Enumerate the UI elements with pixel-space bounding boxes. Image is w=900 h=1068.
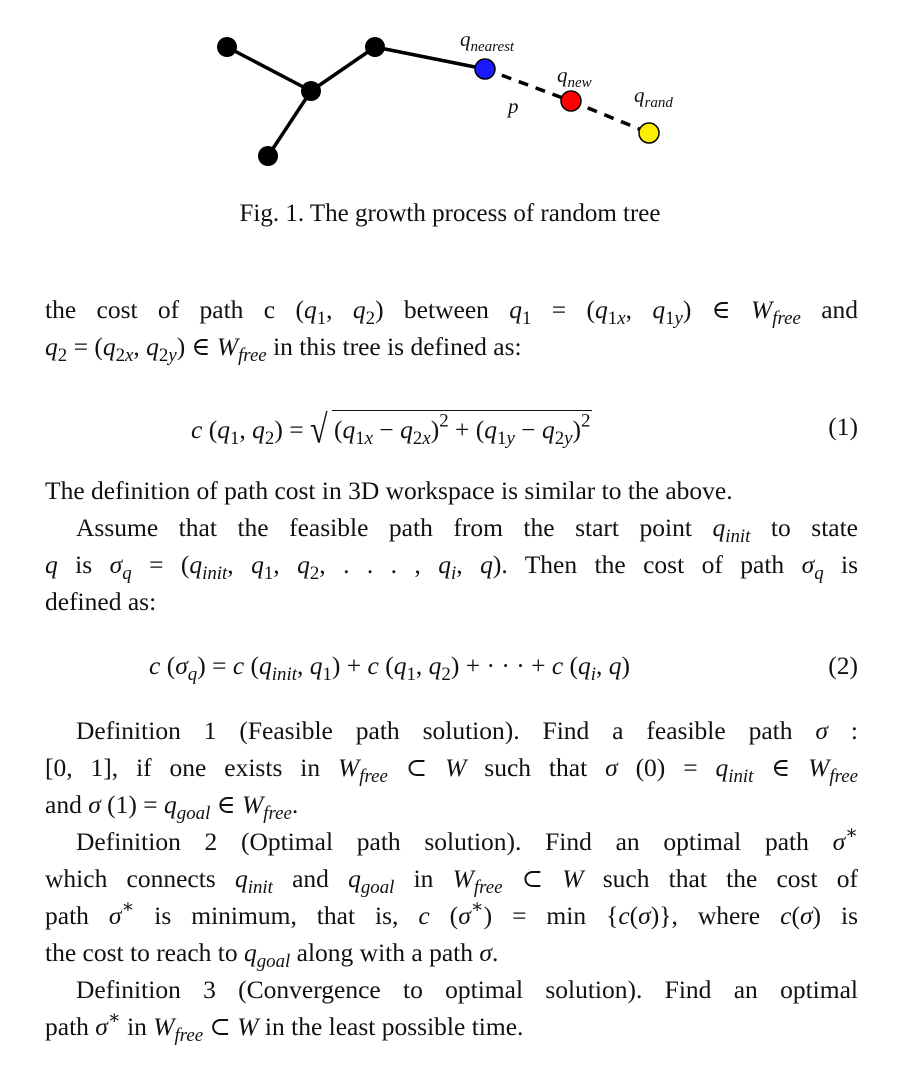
text-line: which connects $q_{init}$ and $q_{goal}$ in $W_{free}$ ⊂ W such that the cost of	[45, 864, 859, 899]
text-line: defined as:	[45, 587, 157, 616]
tree-edge	[227, 47, 311, 91]
math-q2-def: $q_2 = (q_{2x}$, $q_{2y}$) ∈ $W_{free}$	[45, 332, 267, 367]
q-rand-label: $q_{rand}$	[634, 83, 673, 111]
text-line: Assume that the feasible path from the start point $q_{init}$ to state	[76, 513, 858, 548]
paragraph-definitions	[45, 712, 858, 1045]
equation-1	[45, 406, 858, 454]
equation-2-body: c $(\sigma_q) = c$ ($q_{init}$, $q_1) + c$ ($q_1$, $q_2$) + · · · + c ($q_i$, q)	[149, 651, 631, 686]
sqrt-sign: √ $(q_{1x} - q_{2x})^2 + (q_{1y} - q_{2y})^2$	[309, 406, 591, 451]
tree-node	[365, 37, 385, 57]
tree-node	[258, 146, 278, 166]
tree-edge	[311, 47, 375, 91]
q-new-label: $q_{new}$	[557, 63, 592, 91]
text-line: and σ $(1) = q_{goal}$ ∈ $W_{free}$.	[45, 790, 299, 825]
text-line: Definition 1 (Feasible path solution). Find a feasible path σ :	[76, 716, 858, 745]
text-line: [0, 1], if one exists in $W_{free}$ ⊂ W such that σ $(0) = q_{init}$ ∈ $W_{free}$	[45, 753, 858, 788]
tree-edge	[268, 91, 311, 156]
math-q-init: $q_{init}$	[712, 513, 751, 548]
random-tree-figure	[0, 0, 900, 190]
equation-1-body: c ($q_1$, $q_2$) = √ $(q_{1x} - q_{2x})^2 + (q_{1y} - q_{2y})^2$	[191, 406, 591, 451]
text-line: the cost of path c ($q_1$, $q_2$) between $q_1 = (q_{1x}$, $q_{1y}$) ∈ $W_{free}$ and	[45, 295, 859, 330]
tree-edges	[227, 47, 485, 156]
math-sigma-0: σ $(0) = q_{init}$ ∈ $W_{free}$	[605, 753, 858, 788]
q-nearest-node	[475, 59, 495, 79]
math-min-cost: c (σ∗) = min {c(σ)}	[418, 896, 672, 930]
q-rand-node	[639, 123, 659, 143]
tree-node	[301, 81, 321, 101]
text-line: q is $\sigma_q = (q_{init}$, $q_1$, $q_2$, . . . , $q_i$, q). Then the cost of path $\sigma_q$ is	[45, 550, 859, 585]
p-label: p	[508, 94, 519, 118]
equation-2-number: (2)	[828, 651, 858, 680]
q-new-node	[561, 91, 581, 111]
text-line: Definition 3 (Convergence to optimal solution). Find an optimal	[76, 975, 858, 1004]
tree-node	[217, 37, 237, 57]
text-line: Definition 2 (Optimal path solution). Find an optimal path σ∗	[76, 822, 858, 856]
math-q1-def: $q_1 = (q_{1x}$, $q_{1y}$) ∈ $W_{free}$	[509, 295, 801, 330]
equation-2	[45, 651, 858, 687]
text-line: $q_2 = (q_{2x}$, $q_{2y}$) ∈ $W_{free}$ in this tree is defined as:	[45, 332, 522, 367]
text-line: The definition of path cost in 3D workspace is similar to the above.	[45, 476, 733, 505]
math-sigma-q-def: $\sigma_q = (q_{init}$, $q_1$, $q_2$, . . . , $q_i$, q)	[109, 550, 502, 585]
math-c-q1-q2: c ($q_1$, $q_2$)	[263, 295, 384, 330]
text-line: path σ∗ in $W_{free}$ ⊂ W in the least possible time.	[45, 1007, 524, 1047]
paragraph-path-cost	[45, 291, 858, 365]
q-nearest-label: $q_{nearest}$	[460, 27, 515, 55]
text-line: the cost to reach to $q_{goal}$ along with a path σ.	[45, 938, 499, 973]
figure-caption: Fig. 1. The growth process of random tree	[239, 200, 661, 227]
math-sigma-1: σ $(1) = q_{goal}$ ∈ $W_{free}$	[88, 790, 292, 825]
text-line: path σ∗ is minimum, that is, c (σ∗) = min {c(σ)}, where c(σ) is	[45, 896, 859, 930]
paragraph-3d-and-assume	[45, 472, 858, 620]
equation-1-number: (1)	[828, 412, 858, 441]
